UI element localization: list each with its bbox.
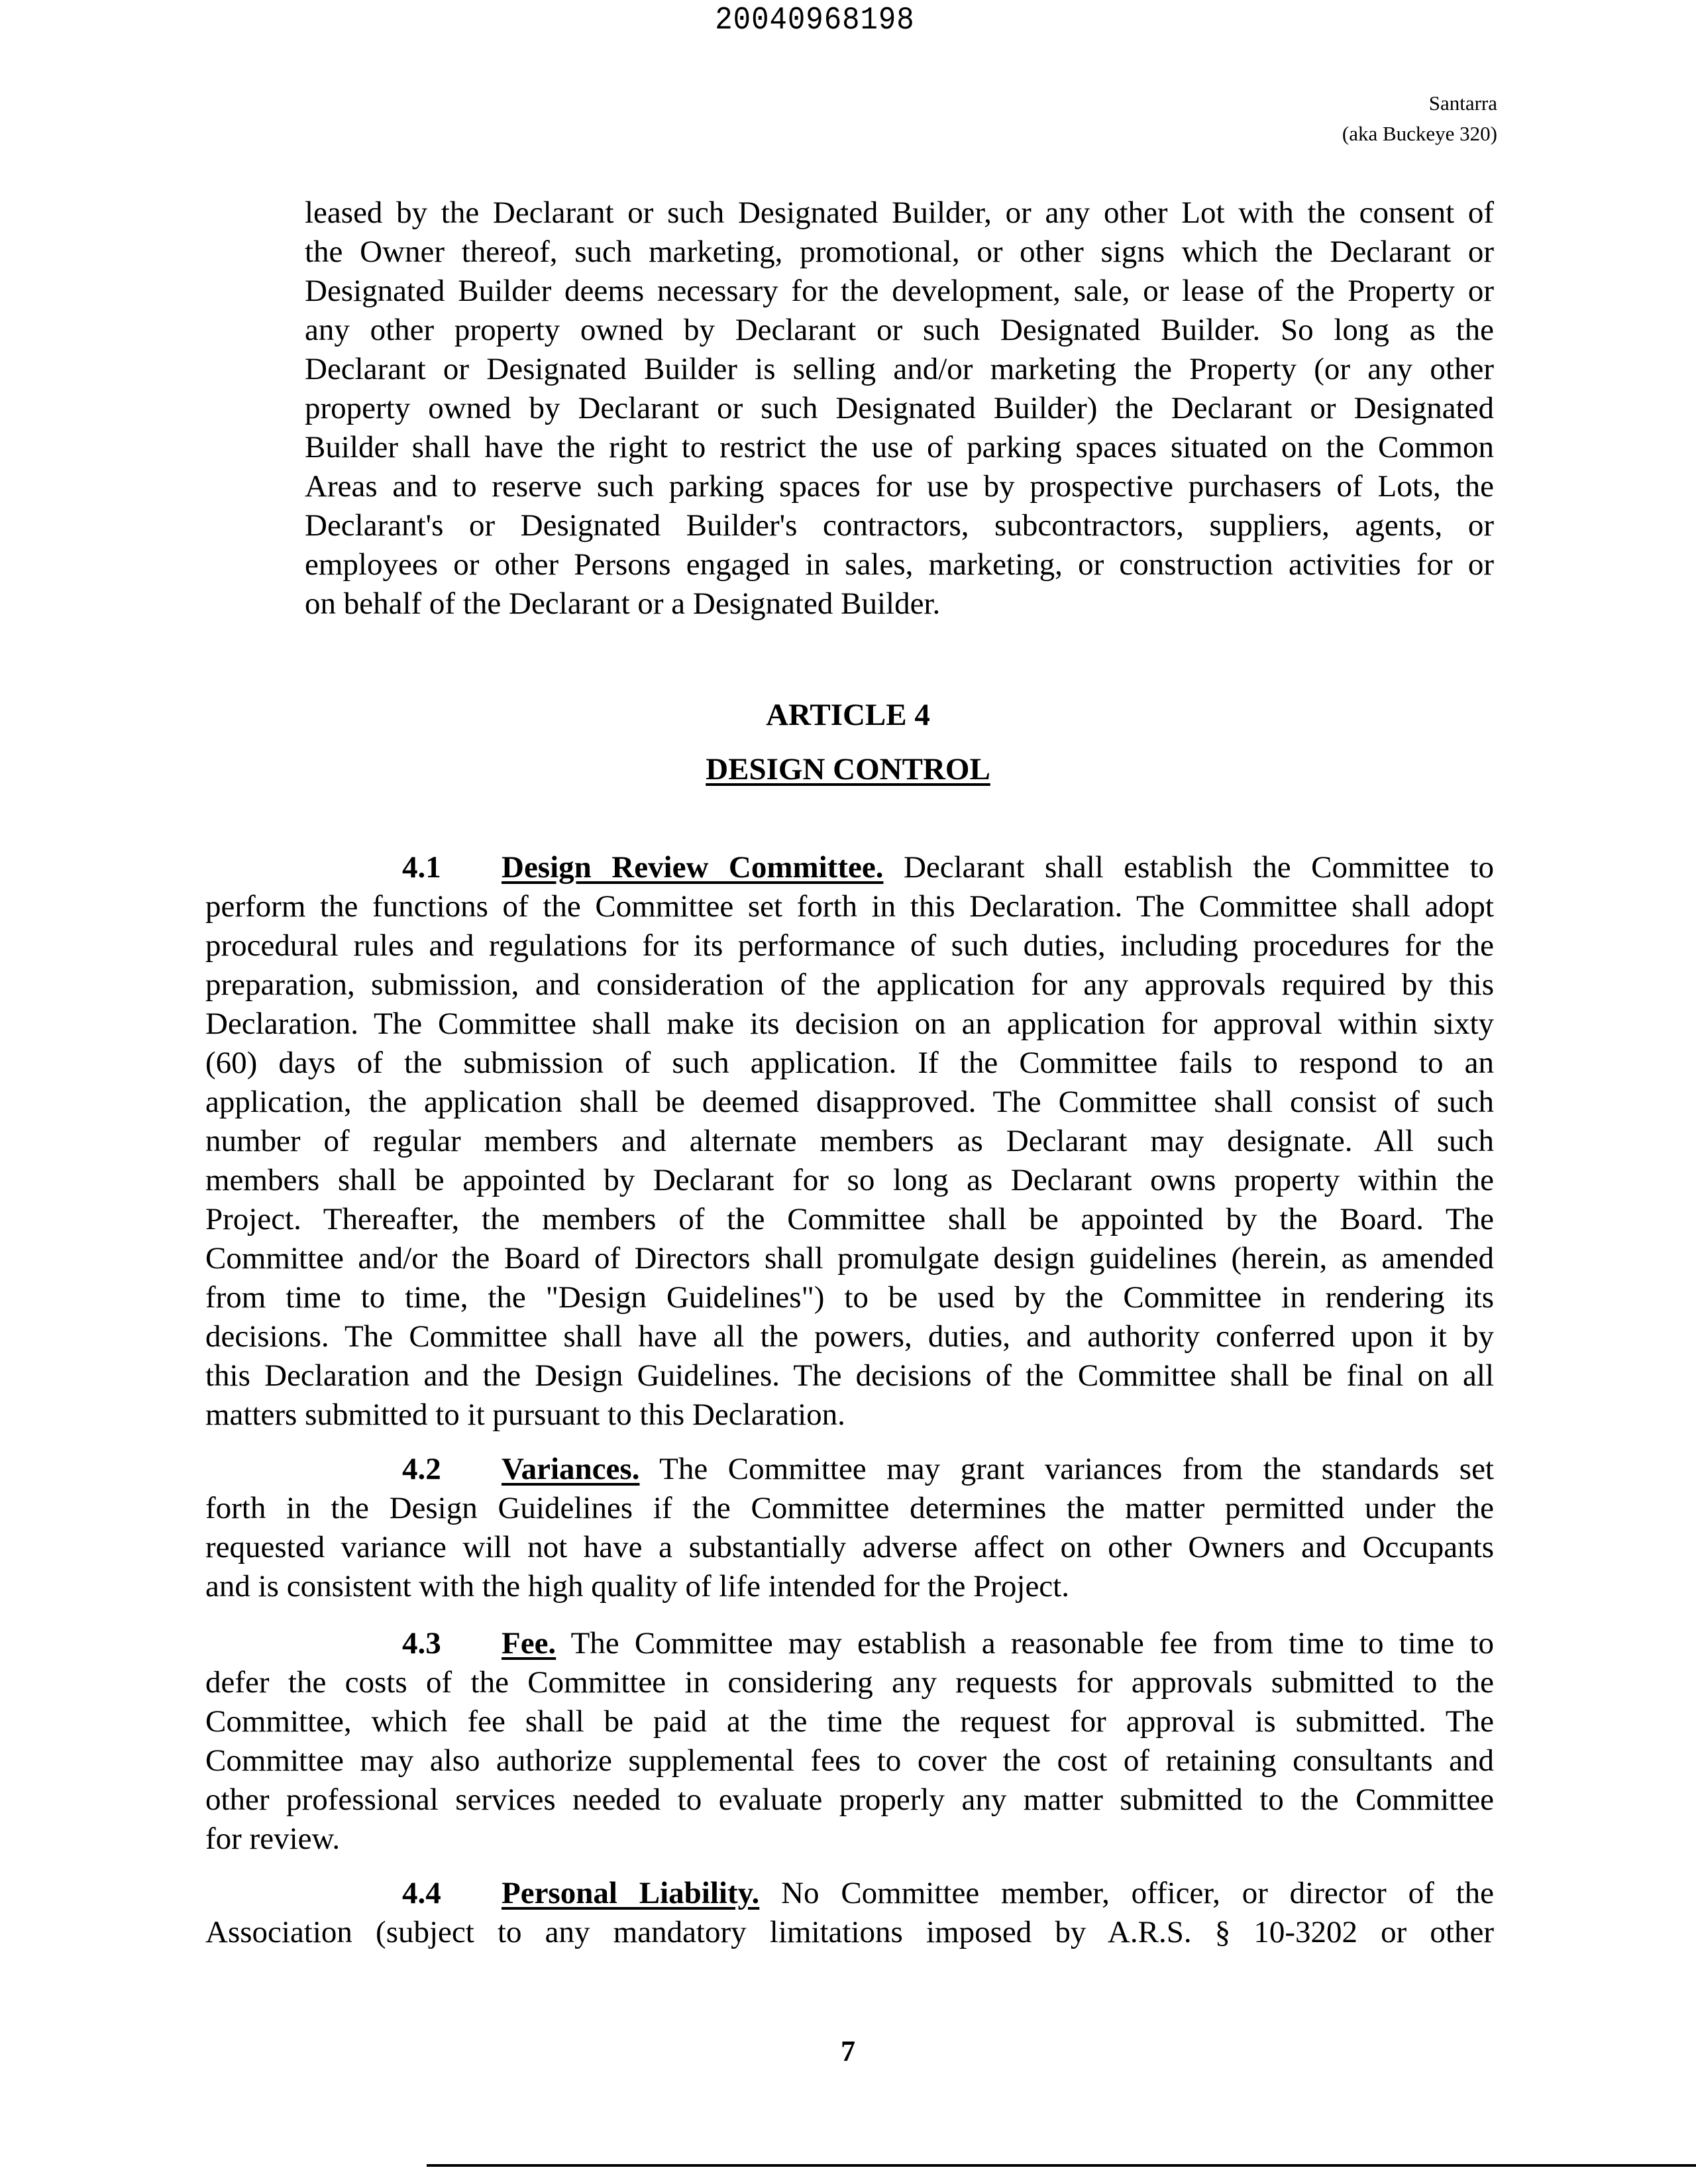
section-number: 4.4: [402, 1876, 441, 1910]
section-first-line: [205, 848, 1494, 887]
text-line: Committee and/or the Board of Directors shall promulgate design guidelines (herein, as amended: [205, 1241, 1494, 1276]
section-4-4: [205, 1874, 1494, 1952]
text-line: decisions. The Committee shall have all the powers, duties, and authority conferred upon it by: [205, 1319, 1494, 1354]
text-line: preparation, submission, and consideration of the application for any approvals required by this: [205, 967, 1494, 1002]
text-line: Builder shall have the right to restrict the use of parking spaces situated on the Common: [305, 430, 1494, 464]
text-line: requested variance will not have a substantially adverse affect on other Owners and Occupants: [205, 1530, 1494, 1564]
text-line: Declarant's or Designated Builder's contractors, subcontractors, suppliers, agents, or: [305, 508, 1494, 543]
section-number: 4.2: [402, 1452, 441, 1486]
section-4-3: [205, 1624, 1494, 1859]
text-line: members shall be appointed by Declarant for so long as Declarant owns property within the: [205, 1163, 1494, 1197]
text-line: from time to time, the "Design Guidelines") to be used by the Committee in rendering its: [205, 1280, 1494, 1315]
section-number: 4.3: [402, 1626, 441, 1661]
text-line: forth in the Design Guidelines if the Committee determines the matter permitted under the: [205, 1491, 1494, 1525]
section-heading: Fee.: [502, 1626, 556, 1661]
text-line: application, the application shall be deemed disapproved. The Committee shall consist of such: [205, 1085, 1494, 1119]
section-first-line-text: The Committee may establish a reasonable fee from time to time to: [570, 1626, 1494, 1661]
section-number: 4.1: [402, 850, 441, 885]
scan-bottom-rule: [427, 2164, 1696, 2167]
text-line: any other property owned by Declarant or such Designated Builder. So long as the: [305, 313, 1494, 347]
text-line: Areas and to reserve such parking spaces for use by prospective purchasers of Lots, the: [305, 469, 1494, 504]
text-line: on behalf of the Declarant or a Designated Builder.: [305, 586, 941, 621]
section-first-line-text: Declarant shall establish the Committee to: [903, 850, 1494, 885]
article-title-text: DESIGN CONTROL: [706, 752, 990, 787]
section-first-line: [205, 1450, 1494, 1489]
text-line: the Owner thereof, such marketing, promotional, or other signs which the Declarant or: [305, 235, 1494, 269]
text-line: defer the costs of the Committee in considering any requests for approvals submitted to the: [205, 1665, 1494, 1700]
text-line: and is consistent with the high quality of life intended for the Project.: [205, 1569, 1069, 1604]
section-4-2: [205, 1450, 1494, 1606]
header-project-name: Santarra: [1428, 91, 1497, 115]
text-line: Designated Builder deems necessary for the development, sale, or lease of the Property or: [305, 274, 1494, 308]
section-heading: Personal Liability.: [502, 1876, 760, 1910]
section-first-line-text: No Committee member, officer, or director of the: [781, 1876, 1495, 1910]
text-line: Declarant or Designated Builder is selling and/or marketing the Property (or any other: [305, 352, 1494, 386]
text-line: this Declaration and the Design Guidelines. The decisions of the Committee shall be final on all: [205, 1358, 1494, 1393]
section-first-line: [205, 1624, 1494, 1663]
text-line: matters submitted to it pursuant to this Declaration.: [205, 1397, 845, 1432]
header-project-alias: (aka Buckeye 320): [1342, 122, 1497, 145]
text-line: procedural rules and regulations for its performance of such duties, including procedures for the: [205, 928, 1494, 963]
text-line: Declaration. The Committee shall make its decision on an application for approval within sixty: [205, 1007, 1494, 1041]
article-title: [0, 751, 1696, 787]
text-line: for review.: [205, 1822, 341, 1856]
text-line: employees or other Persons engaged in sales, marketing, or construction activities for or: [305, 547, 1494, 582]
text-line: property owned by Declarant or such Designated Builder) the Declarant or Designated: [305, 391, 1494, 425]
section-heading: Design Review Committee.: [502, 850, 884, 885]
text-line: Committee may also authorize supplemental fees to cover the cost of retaining consultants and: [205, 1743, 1494, 1778]
text-line: number of regular members and alternate members as Declarant may designate. All such: [205, 1124, 1494, 1158]
section-first-line: [205, 1874, 1494, 1913]
section-4-1: [205, 848, 1494, 1435]
text-line: Committee, which fee shall be paid at the time the request for approval is submitted. The: [205, 1704, 1494, 1739]
section-first-line-text: The Committee may grant variances from the standards set: [659, 1452, 1494, 1486]
article-number-text: ARTICLE 4: [766, 698, 930, 732]
text-line: Association (subject to any mandatory limitations imposed by A.R.S. § 10-3202 or other: [205, 1915, 1494, 1949]
section-heading: Variances.: [502, 1452, 640, 1486]
text-line: other professional services needed to evaluate properly any matter submitted to the Committee: [205, 1782, 1494, 1817]
text-line: leased by the Declarant or such Designated Builder, or any other Lot with the consent of: [305, 195, 1494, 230]
text-line: (60) days of the submission of such application. If the Committee fails to respond to an: [205, 1046, 1494, 1080]
article-number: [0, 697, 1696, 733]
intro-paragraph: [305, 193, 1494, 624]
document-number: 20040968198: [715, 2, 915, 39]
text-line: Project. Thereafter, the members of the Committee shall be appointed by the Board. The: [205, 1202, 1494, 1236]
text-line: perform the functions of the Committee set forth in this Declaration. The Committee shall adopt: [205, 889, 1494, 924]
page-number: 7: [841, 2035, 855, 2067]
